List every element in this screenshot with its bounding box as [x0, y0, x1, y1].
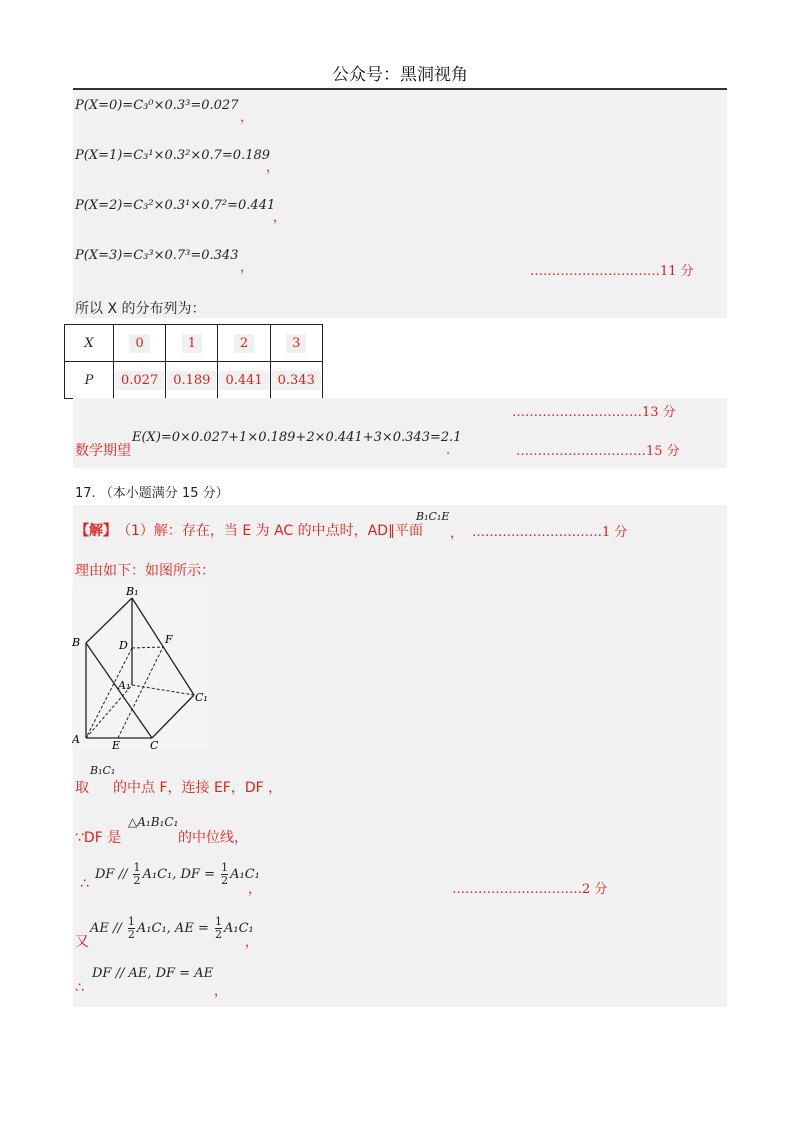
step3-formula: DF // $\frac{1}{2}$ A₁C₁, DF = $\frac{1}{2}$ A₁C₁ [95, 861, 260, 887]
figure-label: B₁ [126, 585, 139, 598]
distribution-table [64, 324, 323, 399]
score-13: …………………………13 分 [512, 405, 676, 420]
table-cell: X [65, 325, 114, 362]
table-cell: 0.189 [166, 362, 218, 399]
prob-line-3: P(X=3)=C₃³×0.7³=0.343 [75, 248, 239, 263]
fraction-half: $\frac{1}{2}$ [127, 915, 135, 941]
table-cell: 2 [218, 325, 270, 362]
question-17-heading: 17. （本小题满分 15 分） [75, 486, 229, 501]
step1-segment: B₁C₁ [90, 764, 116, 777]
table-row [65, 325, 323, 362]
figure-label: C [150, 739, 159, 750]
table-cell: 0.343 [270, 362, 322, 399]
step4-formula: AE // $\frac{1}{2}$ A₁C₁, AE = $\frac{1}{2}$ A₁C₁ [90, 915, 254, 941]
prob-line-0: P(X=0)=C₃⁰×0.3³=0.027 [75, 98, 239, 113]
table-cell: 0 [114, 325, 166, 362]
reason-intro: 理由如下：如图所示： [75, 563, 215, 579]
fraction-half: $\frac{1}{2}$ [221, 861, 229, 887]
solution-tag: 【解】 [75, 523, 117, 539]
figure-label: A [72, 733, 80, 746]
fraction-half: $\frac{1}{2}$ [214, 915, 222, 941]
prism-figure [72, 585, 209, 750]
therefore-symbol: ∴ [75, 980, 84, 996]
prob-line-1: P(X=1)=C₃¹×0.3²×0.7=0.189 [75, 148, 271, 163]
table-cell: 3 [270, 325, 322, 362]
expectation-formula: E(X)=0×0.027+1×0.189+2×0.441+3×0.343=2.1 [132, 430, 462, 445]
comma: ， [214, 984, 228, 999]
score-1: …………………………1 分 [472, 525, 628, 540]
score-11: …………………………11 分 [530, 264, 694, 279]
therefore-symbol: ∴ [80, 876, 89, 892]
step1-prefix: 取 [75, 780, 89, 796]
prob-line-2: P(X=2)=C₃²×0.3¹×0.7²=0.441 [75, 198, 276, 213]
figure-label: A₁ [118, 679, 131, 692]
comma: ， [245, 935, 259, 950]
score-2: …………………………2 分 [452, 882, 608, 897]
comma: ， [240, 260, 254, 275]
comma: ， [450, 526, 464, 541]
table-cell: 1 [166, 325, 218, 362]
comma: ， [273, 210, 287, 225]
table-cell: P [65, 362, 114, 399]
figure-label: E [112, 739, 121, 750]
figure-label: C₁ [195, 691, 208, 704]
comma: ， [266, 160, 280, 175]
step2-triangle: △A₁B₁C₁ [128, 815, 179, 829]
score-15: …………………………15 分 [516, 444, 680, 459]
figure-label: F [165, 633, 173, 646]
figure-label: D [119, 639, 128, 652]
table-cell: 0.441 [218, 362, 270, 399]
step5-formula: DF // AE, DF = AE [92, 966, 214, 981]
table-row [65, 362, 323, 399]
step1-text: 的中点 F，连接 EF，DF ， [113, 780, 283, 796]
fraction-half: $\frac{1}{2}$ [133, 861, 141, 887]
step2-prefix: ∵DF 是 [75, 830, 122, 846]
step2-text: 的中位线， [178, 830, 248, 846]
period: . [446, 443, 451, 458]
plane-label: B₁C₁E [416, 510, 450, 523]
step4-prefix: 又 [75, 934, 89, 950]
prism-diagram [72, 585, 209, 750]
table-cell: 0.027 [114, 362, 166, 399]
part1-statement: （1）解：存在，当 E 为 AC 的中点时，AD∥平面 [117, 523, 424, 539]
expectation-label: 数学期望 [75, 443, 131, 459]
comma: ， [248, 882, 262, 897]
figure-label: B [72, 636, 81, 649]
comma: ， [240, 110, 254, 125]
header-title: 公众号：黑洞视角 [332, 65, 468, 85]
distribution-intro: 所以 X 的分布列为： [75, 301, 206, 317]
